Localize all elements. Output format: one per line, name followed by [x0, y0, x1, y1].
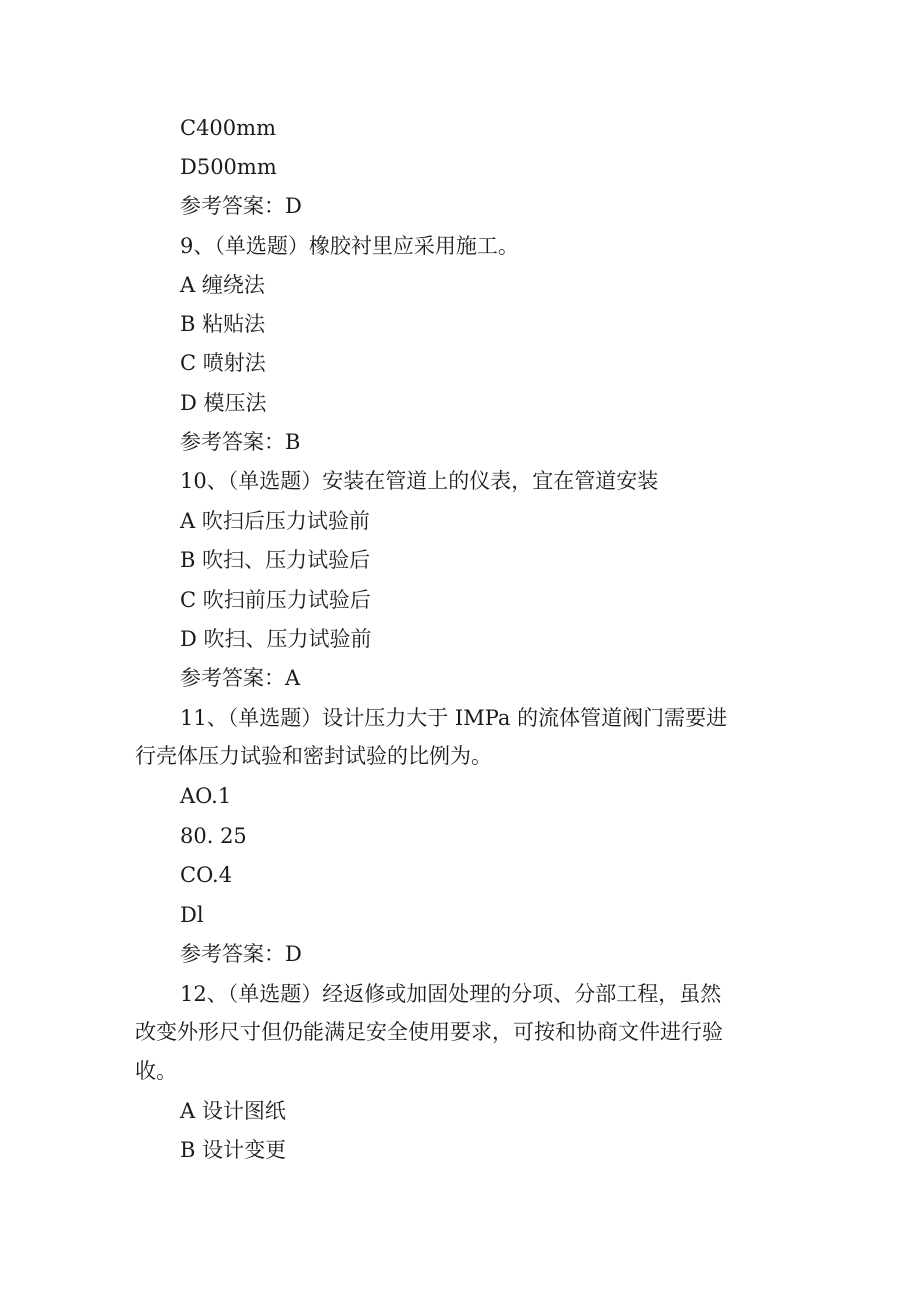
question-11-line-1: 11、（单选题）设计压力大于 IMPa 的流体管道阀门需要进: [180, 706, 728, 730]
option-a-q9: A 缠绕法: [180, 273, 265, 297]
option-b-q9: B 粘贴法: [180, 312, 266, 336]
option-c-q8: C400mm: [180, 116, 276, 140]
answer-q9: 参考答案：B: [180, 430, 301, 454]
question-12-line-2: 改变外形尺寸但仍能满足安全使用要求，可按和协商文件进行验: [135, 1020, 723, 1044]
option-d-q9: D 模压法: [180, 391, 267, 415]
option-a-q10: A 吹扫后压力试验前: [180, 509, 370, 533]
answer-q10: 参考答案：A: [180, 666, 301, 690]
option-a-q12: A 设计图纸: [180, 1099, 286, 1123]
answer-q11: 参考答案：D: [180, 942, 302, 966]
question-10: 10、（单选题）安装在管道上的仪表，宜在管道安装: [180, 469, 659, 493]
answer-q8: 参考答案：D: [180, 194, 302, 218]
option-b-q10: B 吹扫、压力试验后: [180, 548, 371, 572]
option-d-q10: D 吹扫、压力试验前: [180, 627, 372, 651]
option-c-q10: C 吹扫前压力试验后: [180, 588, 371, 612]
option-a-q11: AO.1: [180, 784, 232, 808]
question-9: 9、（单选题）橡胶衬里应采用施工。: [180, 234, 519, 258]
option-b-q11: 80. 25: [180, 824, 247, 848]
option-c-q11: CO.4: [180, 863, 233, 887]
option-c-q9: C 喷射法: [180, 351, 266, 375]
option-d-q11: Dl: [180, 903, 204, 927]
option-d-q8: D500mm: [180, 155, 277, 179]
option-b-q12: B 设计变更: [180, 1138, 287, 1162]
question-11-line-2: 行壳体压力试验和密封试验的比例为。: [135, 744, 492, 768]
question-12-line-1: 12、（单选题）经返修或加固处理的分项、分部工程，虽然: [180, 982, 722, 1006]
question-12-line-3: 收。: [135, 1059, 177, 1083]
